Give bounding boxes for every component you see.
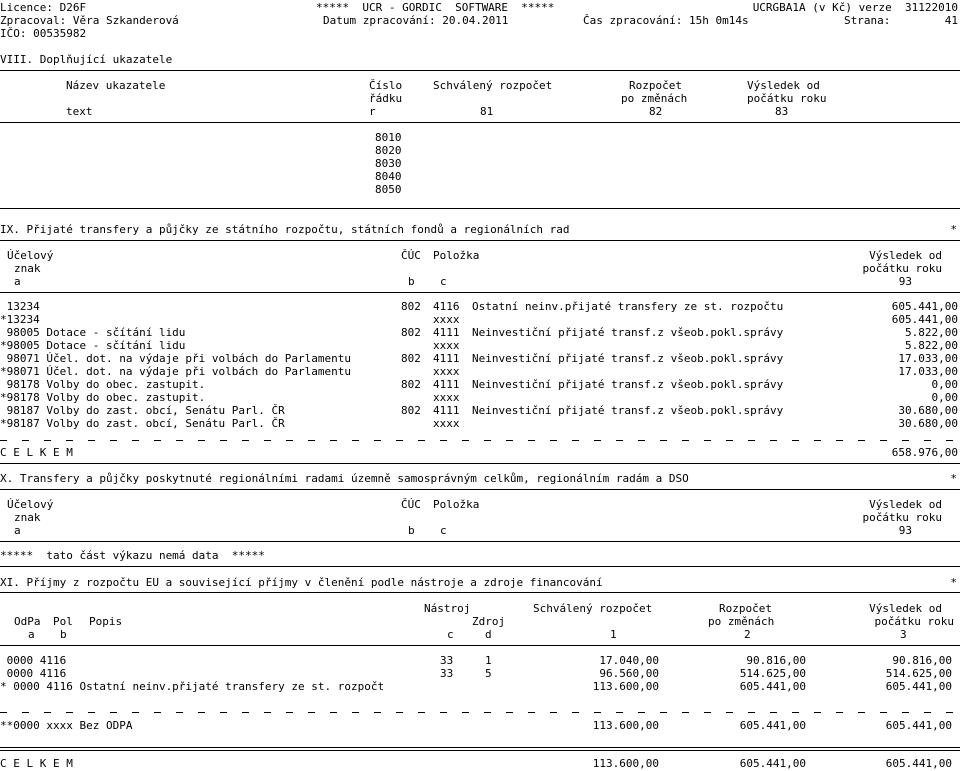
s11-row-v2: 514.625,00 [739,667,806,680]
s9-row-pol: xxxx [433,365,460,378]
s10-col-result: Výsledek od [869,498,942,511]
s11-sub-3: 3 [900,628,907,641]
s11-total-v1: 113.600,00 [592,757,659,770]
s11-total-v2: 605.441,00 [739,757,806,770]
s11-row-zdroj: 5 [485,667,492,680]
s10-col-result2: počátku roku [862,511,942,524]
s11-row-v3: 605.441,00 [885,680,952,693]
s11-row-lead: 0000 4116 [0,667,67,680]
s11-row-v2: 605.441,00 [739,680,806,693]
divider [0,122,960,123]
s9-row-value: 5.822,00 [905,339,958,352]
s9-col-pol: Položka [433,249,480,262]
s11-col-result: Výsledek od [869,602,942,615]
s11-sub-d: d [485,628,492,641]
s11-col-rozpocet: Rozpočet [719,602,772,615]
s9-row-value: 5.822,00 [905,326,958,339]
s8-sub-text: text [66,105,93,118]
s8-col-name: Název ukazatele [66,79,166,92]
s8-sub-83: 83 [775,105,789,118]
section9-title: IX. Přijaté transfery a půjčky ze státního rozpočtu, státních fondů a regionálních rad [0,223,570,236]
s8-col-result2: počátku roku [747,92,827,105]
dashed-divider [0,712,960,713]
s8-col-rozpocet2: po změnách [621,92,688,105]
s11-sub-a: a [28,628,35,641]
s11-subtotal-v1: 113.600,00 [592,719,659,732]
s9-row-pol: 4111 [433,404,460,417]
section8-title: VIII. Doplňující ukazatele [0,53,173,66]
s11-row-v3: 90.816,00 [892,654,952,667]
s10-col-a: a [14,524,21,537]
s9-row-value: 17.033,00 [898,352,958,365]
s9-row-pol: xxxx [433,313,460,326]
s11-col-popis: Popis [89,615,123,628]
s10-col-znak: znak [14,511,41,524]
s11-sub-b: b [60,628,67,641]
divider [0,489,960,490]
s9-total-value: 658.976,00 [891,446,958,459]
divider [0,292,960,293]
s9-row-cuc: 802 [401,352,421,365]
s9-row-pol: xxxx [433,391,460,404]
s8-sub-82: 82 [649,105,663,118]
s9-row-pol: 4111 [433,326,460,339]
s11-col-odpa: OdPa [14,615,41,628]
divider [0,208,960,209]
s9-row-ucel: *98187 Volby do zast. obcí, Senátu Parl. ČR [0,417,285,430]
s8-col-result: Výsledek od [747,79,820,92]
s8-col-budget: Schválený rozpočet [433,79,553,92]
divider [0,592,960,593]
s11-row-v1: 17.040,00 [599,654,659,667]
section10-title: X. Transfery a půjčky poskytnuté regionálními radami územně samosprávným celkům, regionálním radám a DSO [0,472,689,485]
s11-col-rozpocet2: po změnách [708,615,775,628]
s9-row-ucel: 13234 [0,300,40,313]
processed-time: Čas zpracování: 15h 0m14s [583,14,749,27]
s9-row-ucel: 98187 Volby do zast. obcí, Senátu Parl. ČR [0,404,285,417]
s11-subtotal-v2: 605.441,00 [739,719,806,732]
section11-title: XI. Příjmy z rozpočtu EU a související příjmy v členění podle nástroje a zdroje financování [0,576,603,589]
s9-row-desc: Neinvestiční přijaté transf.z všeob.pokl.správy [472,404,784,417]
s8-sub-81: 81 [480,105,494,118]
s11-row-v1: 113.600,00 [592,680,659,693]
app-banner: ***** UCR - GORDIC SOFTWARE ***** [316,1,555,14]
s9-col-c: c [440,275,447,288]
s8-row-num: 8010 [375,131,402,144]
s10-col-93: 93 [898,524,912,537]
s9-row-value: 0,00 [931,391,958,404]
licence: Licence: D26F [0,1,87,14]
s9-row-ucel: 98178 Volby do obec. zastupit. [0,378,206,391]
section11-star: * [950,576,957,589]
s11-col-nastroj: Nástroj [424,602,471,615]
s9-row-cuc: 802 [401,404,421,417]
s9-col-a: a [14,275,21,288]
s11-row-nastroj: 33 [440,654,454,667]
divider [0,541,960,542]
s9-col-cuc: ČÚC [401,249,421,262]
page-number: 41 [944,14,958,27]
s8-col-num: Číslo [369,79,403,92]
s9-row-desc: Ostatní neinv.přijaté transfery ze st. rozpočtu [472,300,784,313]
s11-col-zdroj: Zdroj [472,615,506,628]
s8-row-num: 8020 [375,144,402,157]
s9-row-ucel: *13234 [0,313,40,326]
s9-total-label: C E L K E M [0,446,73,459]
s10-col-c: c [440,524,447,537]
s9-row-pol: xxxx [433,417,460,430]
s9-row-ucel: 98005 Dotace - sčítání lidu [0,326,186,339]
s8-row-num: 8030 [375,157,402,170]
s9-row-value: 605.441,00 [891,300,958,313]
s10-note: ***** tato část výkazu nemá data ***** [0,549,265,562]
page-label: Strana: [844,14,891,27]
s9-row-pol: xxxx [433,339,460,352]
s9-row-value: 605.441,00 [891,313,958,326]
s9-row-cuc: 802 [401,378,421,391]
s9-row-ucel: *98178 Volby do obec. zastupit. [0,391,206,404]
s9-row-pol: 4116 [433,300,460,313]
s9-row-desc: Neinvestiční přijaté transf.z všeob.pokl.správy [472,326,784,339]
s9-row-desc: Neinvestiční přijaté transf.z všeob.pokl.správy [472,378,784,391]
s9-col-b: b [408,275,415,288]
divider [0,566,960,567]
s11-sub-2: 2 [744,628,751,641]
s9-row-value: 0,00 [931,378,958,391]
section9-star: * [950,223,957,236]
s9-col-result2: počátku roku [862,262,942,275]
s9-col-result: Výsledek od [869,249,942,262]
s11-row-zdroj: 1 [485,654,492,667]
s9-col-ucel: Účelový [7,249,54,262]
s9-row-cuc: 802 [401,326,421,339]
s9-row-value: 17.033,00 [898,365,958,378]
s9-row-value: 30.680,00 [898,404,958,417]
divider [0,70,960,71]
s8-row-num: 8050 [375,183,402,196]
divider [0,463,960,464]
double-divider [0,747,960,751]
s11-row-lead: * 0000 4116 Ostatní neinv.přijaté transfery ze st. rozpočt [0,680,385,693]
report-code: UCRGBA1A (v Kč) verze 31122010 [752,1,958,14]
s8-row-num: 8040 [375,170,402,183]
s10-col-cuc: ČÚC [401,498,421,511]
divider [0,645,960,646]
s8-col-num2: řádku [369,92,403,105]
divider [0,240,960,241]
s10-col-pol: Položka [433,498,480,511]
s9-row-desc: Neinvestiční přijaté transf.z všeob.pokl.správy [472,352,784,365]
s11-total-v3: 605.441,00 [885,757,952,770]
s10-col-ucel: Účelový [7,498,54,511]
dashed-divider [0,440,960,441]
s11-row-lead: 0000 4116 [0,654,67,667]
s11-col-pol: Pol [53,615,73,628]
processed-date: Datum zpracování: 20.04.2011 [323,14,509,27]
s11-row-nastroj: 33 [440,667,454,680]
s11-row-v3: 514.625,00 [885,667,952,680]
s11-sub-c: c [447,628,454,641]
processed-by: Zpracoval: Věra Szkanderová [0,14,179,27]
s11-subtotal-label: **0000 xxxx Bez ODPA [0,719,133,732]
s11-row-v1: 96.560,00 [599,667,659,680]
s11-row-v2: 90.816,00 [746,654,806,667]
s9-row-pol: 4111 [433,378,460,391]
ico: IČO: 00535982 [0,27,87,40]
section10-star: * [950,472,957,485]
s9-col-znak: znak [14,262,41,275]
s11-col-result2: počátku roku [874,615,954,628]
s9-row-ucel: *98005 Dotace - sčítání lidu [0,339,186,352]
s11-sub-1: 1 [610,628,617,641]
s9-col-93: 93 [898,275,912,288]
s9-row-ucel: *98071 Účel. dot. na výdaje při volbách do Parlamentu [0,365,351,378]
s9-row-cuc: 802 [401,300,421,313]
s9-row-value: 30.680,00 [898,417,958,430]
s11-total-label: C E L K E M [0,757,73,770]
s11-subtotal-v3: 605.441,00 [885,719,952,732]
s11-col-budget: Schválený rozpočet [533,602,653,615]
s8-sub-r: r [369,105,376,118]
s9-row-ucel: 98071 Účel. dot. na výdaje při volbách do Parlamentu [0,352,351,365]
s8-col-rozpocet: Rozpočet [629,79,682,92]
s9-row-pol: 4111 [433,352,460,365]
s10-col-b: b [408,524,415,537]
